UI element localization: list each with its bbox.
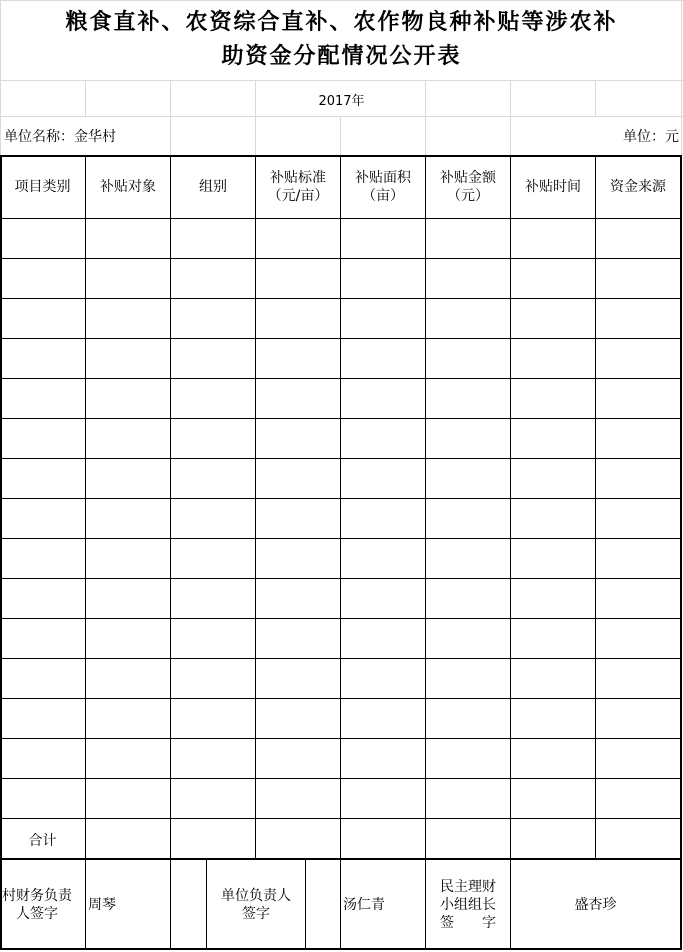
header-text: （亩）	[362, 188, 404, 204]
title-line-1: 粮食直补、农资综合直补、农作物良种补贴等涉农补	[65, 10, 618, 35]
unit-head-signature-name: 汤仁青	[343, 897, 385, 913]
row-line	[0, 778, 682, 779]
grid-line	[0, 116, 683, 117]
footer-line	[340, 860, 341, 949]
footer-text: 小组组长	[440, 897, 496, 913]
row-line	[0, 338, 682, 339]
row-line	[0, 498, 682, 499]
grid-line	[0, 80, 683, 81]
header-text: 资金来源	[610, 179, 666, 195]
title-line-2: 助资金分配情况公开表	[221, 44, 462, 69]
row-line	[0, 818, 682, 819]
finance-signature-name: 周琴	[88, 897, 116, 913]
row-line	[0, 538, 682, 539]
column-line	[340, 156, 341, 859]
header-cell-standard	[256, 156, 340, 218]
header-text: 补贴面积	[355, 170, 411, 186]
header-cell-time	[511, 156, 595, 218]
header-text: （元）	[447, 188, 489, 204]
header-cell-group	[171, 156, 255, 218]
grid-line	[340, 116, 341, 156]
footer-line	[170, 860, 171, 949]
row-line	[0, 698, 682, 699]
row-line	[0, 658, 682, 659]
row-line	[0, 218, 682, 219]
footer-text: 民主理财	[440, 879, 496, 895]
row-line	[0, 258, 682, 259]
row-line	[0, 738, 682, 739]
finance-signature-label	[2, 861, 85, 949]
column-line	[425, 156, 426, 859]
header-text: 补贴时间	[525, 179, 581, 195]
column-line	[595, 156, 596, 859]
column-line	[255, 156, 256, 859]
table-right-border	[680, 155, 682, 950]
unit-head-signature-label	[207, 861, 305, 949]
header-text: （元/亩）	[267, 188, 329, 204]
header-cell-area	[341, 156, 425, 218]
row-line	[0, 458, 682, 459]
column-line	[510, 156, 511, 859]
header-cell-target	[86, 156, 170, 218]
header-cell-category	[0, 156, 85, 218]
total-label: 合计	[28, 833, 57, 849]
footer-text: 签 字	[440, 915, 496, 931]
footer-text: 签字	[242, 906, 270, 922]
row-line	[0, 578, 682, 579]
row-line	[0, 378, 682, 379]
column-line	[170, 156, 171, 859]
header-text: 项目类别	[14, 179, 71, 195]
column-line	[85, 156, 86, 859]
row-line	[0, 618, 682, 619]
page-title	[0, 0, 683, 80]
footer-text: 村财务负责	[2, 888, 72, 904]
group-leader-signature-name: 盛杏珍	[574, 897, 617, 913]
footer-text: 单位负责人	[221, 888, 291, 904]
footer-line	[305, 860, 306, 949]
header-text: 补贴金额	[440, 170, 496, 186]
row-line	[0, 298, 682, 299]
currency-unit: 单位：元	[623, 129, 679, 145]
footer-text: 人签字	[16, 906, 58, 922]
header-text: 补贴标准	[270, 170, 326, 186]
row-line	[0, 858, 682, 860]
unit-name: 单位名称：金华村	[4, 129, 116, 145]
header-cell-source	[596, 156, 680, 218]
footer-line	[85, 860, 86, 949]
row-line	[0, 418, 682, 419]
header-text: 组别	[199, 179, 227, 195]
header-text: 补贴对象	[100, 179, 156, 195]
group-leader-signature-label	[426, 861, 510, 949]
header-cell-amount	[426, 156, 510, 218]
year-label: 2017年	[318, 93, 365, 109]
